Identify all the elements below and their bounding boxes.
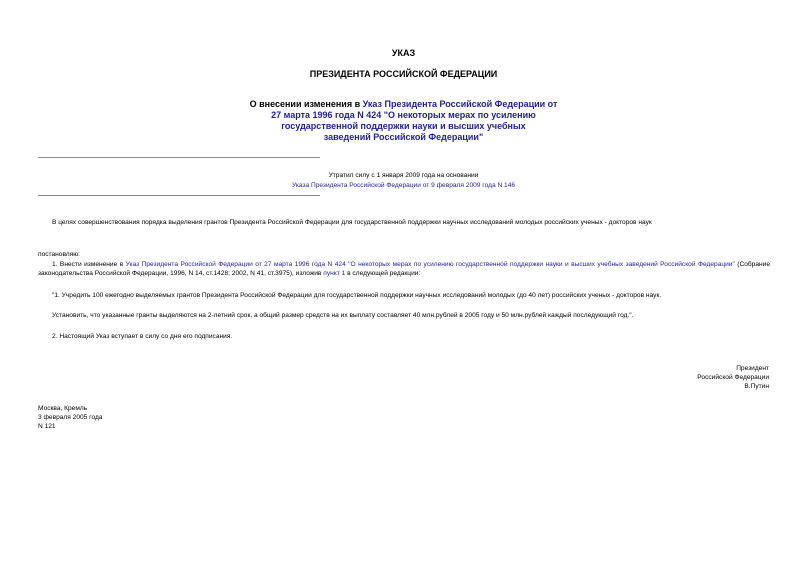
doc-type-heading: УКАЗ (391, 48, 416, 58)
item-1-suffix: в следующей редакции: (345, 270, 421, 277)
issuer-heading: ПРЕЗИДЕНТА РОССИЙСКОЙ ФЕДЕРАЦИИ (309, 69, 498, 79)
signature-block (697, 364, 769, 391)
signature-name: В.Путин (744, 383, 769, 390)
quote-paragraph-1: "1. Учредить 100 ежегодно выделяемых грантов Президента Российской Федерации для государственной поддержки научных исследований молодых (до 40 лет) российских ученых - докторов наук. (52, 292, 662, 299)
item-1-middle: (Собрание законодательства Российской Федерации, 1996, N 14, ст.1428; 2002, N 41, ст.3975), изложив (38, 261, 770, 277)
decree-word: постановляю: (38, 251, 81, 258)
intro-paragraph: В целях совершенствования порядка выделения грантов Президента Российской Федерации для государственной поддержки научных исследований молодых российских ученых - докторов наук (52, 219, 652, 226)
item-1-decree-link[interactable]: Указ Президента Российской Федерации от 27 марта 1996 года N 424 "О некоторых мерах по усилению государственной поддержки науки и высших учебных заведений Российской Федерации" (125, 261, 735, 268)
status-link[interactable]: Указа Президента Российской Федерации от 9 февраля 2009 года N 146 (291, 182, 516, 189)
divider-top (38, 157, 320, 158)
doc-title-link-3[interactable]: государственной поддержки науки и высших учебных (281, 121, 526, 131)
status-text: Утратил силу с 1 января 2009 года на основании (328, 172, 479, 179)
item-1-paragraph (38, 260, 770, 278)
signature-position: Президент (736, 365, 769, 372)
doc-title-link-4[interactable]: заведений Российской Федерации" (323, 132, 484, 142)
signature-country: Российской Федерации (697, 374, 769, 381)
doc-title-prefix: О внесении изменения в (249, 99, 363, 109)
doc-number: N 121 (38, 423, 56, 430)
quote-paragraph-2: Установить, что указанные гранты выделяются на 2-летний срок, а общий размер средств на их выплату составляет 40 млн.рублей в 2005 году и 50 млн.рублей каждый последующий год.". (52, 312, 634, 319)
item-1-prefix: 1. Внести изменение в (52, 261, 126, 268)
doc-title-link-2[interactable]: 27 марта 1996 года N 424 "О некоторых мерах по усилению (271, 110, 536, 120)
item-1-point-link[interactable]: пункт 1 (323, 270, 346, 277)
doc-title-link-1[interactable]: Указ Президента Российской Федерации от (362, 99, 558, 109)
doc-title (0, 99, 807, 143)
place-date-block (38, 404, 102, 431)
divider-bottom (38, 195, 320, 196)
place-city: Москва, Кремль (38, 405, 88, 412)
item-2-paragraph: 2. Настоящий Указ вступает в силу со дня его подписания. (52, 333, 233, 340)
place-date: 3 февраля 2005 года (38, 414, 103, 421)
